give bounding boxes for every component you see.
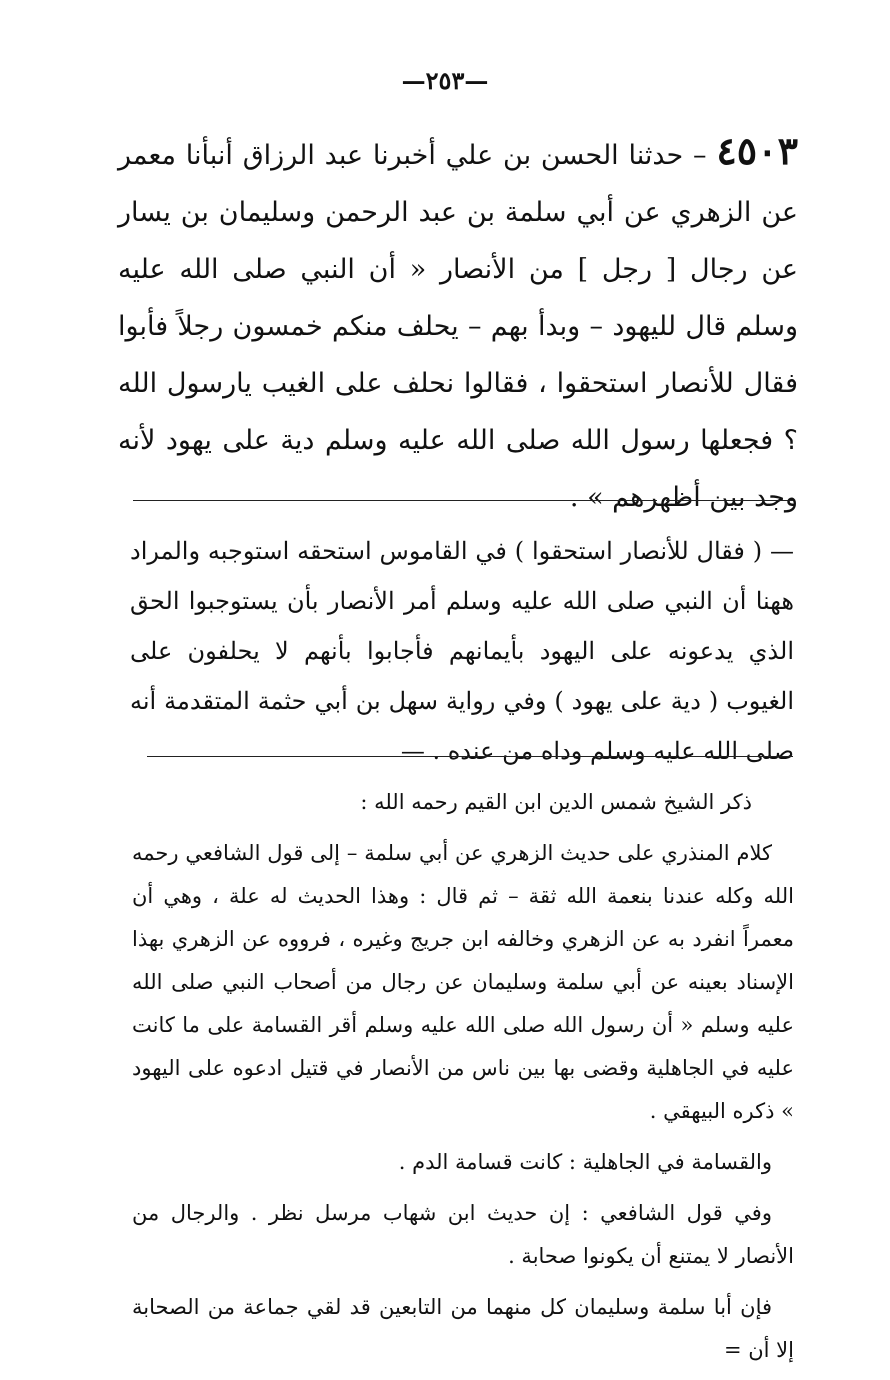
divider-line-2-short	[687, 756, 793, 757]
hadith-body: – حدثنا الحسن بن علي أخبرنا عبد الرزاق أنبأنا معمر عن الزهري عن أبي سلمة بن عبد الرحمن وسليمان بن يسار عن رجال [ رجل ] من الأنصار « أن النبي صلى الله عليه وسلم قال لليهود – وبدأ بهم – يحلف منكم خمسون رجلاً فأبوا فقال للأنصار استحقوا ، فقالوا نحلف على الغيب يارسول الله ؟ فجعلها رسول الله صلى الله عليه وسلم دية على يهود لأنه وجد بين أظهرهم » .	[118, 140, 798, 513]
divider-line-1	[133, 500, 657, 501]
note-paragraph-4: فإن أبا سلمة وسليمان كل منهما من التابعين قد لقي جماعة من الصحابة إلا أن =	[132, 1295, 794, 1362]
ibn-qayyim-notes	[132, 832, 794, 1380]
note-paragraph-3: وفي قول الشافعي : إن حديث ابن شهاب مرسل نظر . والرجال من الأنصار لا يمتنع أن يكونوا صحابة .	[132, 1201, 794, 1268]
divider-line-1-short	[666, 500, 793, 501]
page-number: —٢٥٣—	[401, 66, 489, 95]
divider-line-2	[147, 756, 677, 757]
note-paragraph-1: كلام المنذري على حديث الزهري عن أبي سلمة – إلى قول الشافعي رحمه الله وكله عندنا بنعمة الله ثقة – ثم قال : وهذا الحديث له علة ، وهي أن معمراً انفرد به عن الزهري وخالفه ابن جريج وغيره ، فرووه عن الزهري بهذا الإسناد بعينه عن أبي سلمة وسليمان عن رجال من أصحاب النبي صلى الله عليه وسلم « أن رسول الله صلى الله عليه وسلم أقر القسامة على ما كانت عليه في الجاهلية وقضى بها بين ناس من الأنصار في قتيل ادعوه على اليهود » ذكره البيهقي .	[132, 841, 794, 1123]
hadith-text-block	[118, 122, 798, 526]
ibn-qayyim-heading: ذكر الشيخ شمس الدين ابن القيم رحمه الله :	[360, 790, 752, 814]
hadith-number: ٤٥٠٣	[716, 128, 798, 173]
commentary-block: — ( فقال للأنصار استحقوا ) في القاموس استحقه استوجبه والمراد ههنا أن النبي صلى الله عليه وسلم أمر الأنصار بأن يستوجبوا الحق الذي يدعونه على اليهود بأيمانهم فأجابوا بأنهم لا يحلفون على الغيوب ( دية على يهود ) وفي رواية سهل بن أبي حثمة المتقدمة أنه صلى الله عليه وسلم وداه من عنده . —	[130, 537, 795, 765]
note-paragraph-2: والقسامة في الجاهلية : كانت قسامة الدم .	[398, 1150, 772, 1174]
